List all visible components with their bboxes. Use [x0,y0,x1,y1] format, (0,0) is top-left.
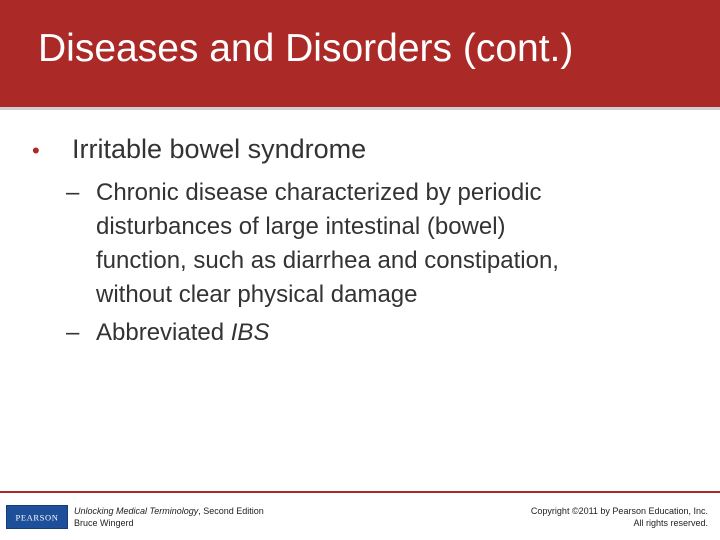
footer-citation [74,505,264,529]
title-divider [0,107,720,110]
slide-title: Diseases and Disorders (cont.) [38,27,574,70]
sub-bullet-abbreviation [66,316,269,350]
dash-marker: – [66,179,80,206]
bullet-dot-icon: • [32,138,40,163]
bullet-item [30,134,366,165]
logo-text: PEARSON [15,512,59,523]
abbreviation-prefix: Abbreviated [96,319,231,346]
definition-line-1: Chronic disease characterized by periodic [96,179,542,206]
book-edition: , Second Edition [198,506,264,516]
footer-divider [0,491,720,493]
pearson-logo-icon [8,507,66,527]
book-author: Bruce Wingerd [74,518,134,528]
sub-bullet-definition [66,176,559,312]
pearson-logo [6,505,68,529]
footer-copyright [531,505,708,529]
definition-line-2: disturbances of large intestinal (bowel) [96,213,506,240]
rights-text: All rights reserved. [633,518,708,528]
abbreviation-term: IBS [230,319,270,346]
bullet-text: Irritable bowel syndrome [72,134,367,164]
definition-line-4: without clear physical damage [96,281,418,308]
dash-marker: – [66,319,80,346]
book-title: Unlocking Medical Terminology [74,506,199,516]
definition-line-3: function, such as diarrhea and constipation, [96,247,559,274]
copyright-text: Copyright ©2011 by Pearson Education, Inc. [530,506,708,516]
